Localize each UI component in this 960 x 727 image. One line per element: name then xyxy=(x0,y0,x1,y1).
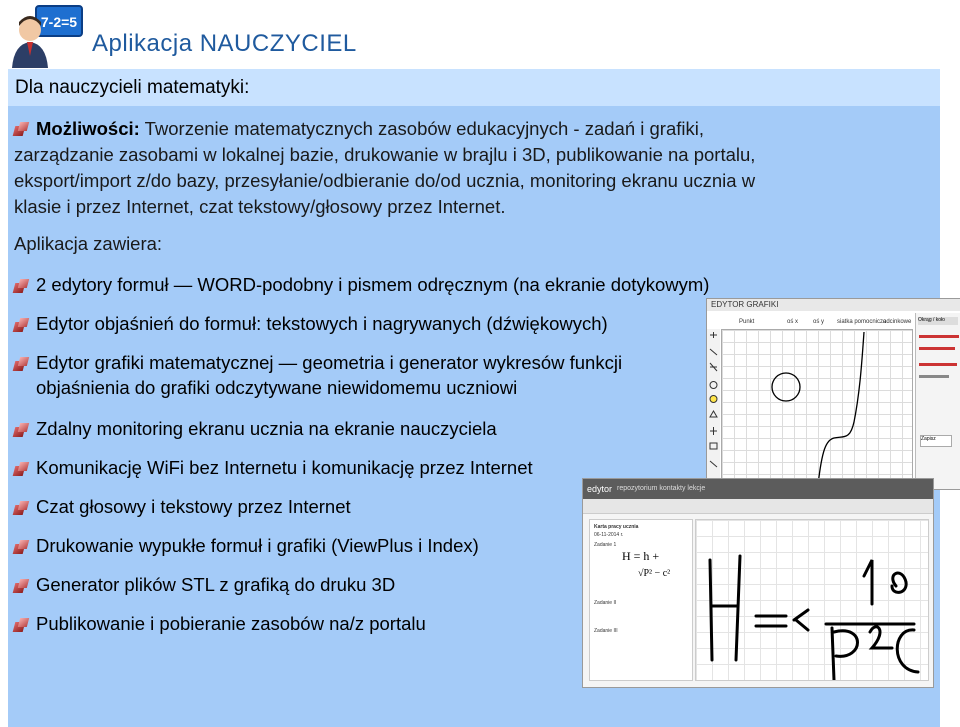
feature-item: Publikowanie i pobieranie zasobów na/z portalu xyxy=(36,613,426,634)
graphics-editor-title: EDYTOR GRAFIKI xyxy=(711,300,779,309)
doc-line: Zadanie III xyxy=(594,628,618,634)
feature-item: Generator plików STL z grafiką do druku 3D xyxy=(36,574,396,595)
graphics-editor-titlebar xyxy=(707,299,960,311)
header-banner xyxy=(8,69,940,106)
doc-line: Zadanie 1 xyxy=(594,542,617,548)
header-text: Dla nauczycieli matematyki: xyxy=(15,77,250,98)
intro-line: Tworzenie matematycznych zasobów edukacyjnych - zadań i grafiki, xyxy=(144,118,704,139)
feature-item: 2 edytory formuł — WORD-podobny i pismem odręcznym (na ekranie dotykowym) xyxy=(36,274,710,295)
feature-item-continuation: objaśnienia do grafiki odczytywane niewidomemu uczniowi xyxy=(36,377,518,398)
doc-line: 06-11-2014 r. xyxy=(594,532,624,538)
bullet-icon xyxy=(14,579,28,593)
intro-paragraph xyxy=(14,116,914,220)
bullet-icon xyxy=(14,357,28,371)
intro-bold: Możliwości: xyxy=(36,118,140,139)
tool-label: siatka pomocnicza xyxy=(837,319,887,325)
graphics-side-panel xyxy=(915,313,960,489)
bullet-icon xyxy=(14,423,28,437)
page-title: Aplikacja NAUCZYCIEL xyxy=(92,30,357,57)
formula-editor-topbar xyxy=(583,479,933,499)
bullet-icon xyxy=(14,540,28,554)
feature-item: Czat głosowy i tekstowy przez Internet xyxy=(36,496,351,517)
intro-line: klasie i przez Internet, czat tekstowy/głosowy przez Internet. xyxy=(14,196,506,217)
bullet-icon xyxy=(14,501,28,515)
feature-item: Edytor grafiki matematycznej — geometria i generator wykresów funkcji xyxy=(36,352,623,373)
side-label: Okrąg / koło xyxy=(918,317,958,325)
feature-item: Drukowanie wypukłe formuł i grafiki (ViewPlus i Index) xyxy=(36,535,479,556)
formula-editor-brand: edytor xyxy=(587,484,613,494)
svg-text:7-2=5: 7-2=5 xyxy=(40,14,78,30)
handwriting-canvas[interactable] xyxy=(695,519,929,681)
bullet-icon xyxy=(14,462,28,476)
teacher-avatar-icon xyxy=(8,4,84,68)
formula-editor-screenshot xyxy=(582,478,934,688)
save-button[interactable]: Zapisz xyxy=(920,435,952,447)
tool-label: odcinkowe xyxy=(883,319,912,325)
doc-line: Zadanie II xyxy=(594,600,617,606)
svg-text:√P² − c²: √P² − c² xyxy=(638,568,671,579)
feature-item: Edytor objaśnień do formuł: tekstowych i nagrywanych (dźwiękowych) xyxy=(36,313,608,334)
formula-editor-nav: repozytorium kontakty lekcje xyxy=(617,485,706,492)
tool-label: oś y xyxy=(813,319,825,325)
graphics-canvas[interactable] xyxy=(721,329,913,486)
graphics-editor-screenshot xyxy=(706,298,960,490)
bullet-icon xyxy=(14,318,28,332)
bullet-icon xyxy=(14,618,28,632)
bullet-icon xyxy=(14,279,28,293)
feature-item: Komunikację WiFi bez Internetu i komunikację przez Internet xyxy=(36,457,533,478)
feature-item: Zdalny monitoring ekranu ucznia na ekranie nauczyciela xyxy=(36,418,497,439)
formula-editor-toolbar xyxy=(583,499,933,514)
worksheet-document xyxy=(589,519,693,681)
svg-text:H = h +: H = h + xyxy=(622,549,660,563)
graphics-left-toolbar xyxy=(707,329,720,484)
doc-line: Karta pracy ucznia xyxy=(594,524,639,530)
tool-label: Punkt xyxy=(739,319,755,325)
intro-line: eksport/import z/do bazy, przesyłanie/odbieranie do/od ucznia, monitoring ekranu ucznia w xyxy=(14,170,756,191)
intro-line: zarządzanie zasobami w lokalnej bazie, drukowanie w brajlu i 3D, publikowanie na portalu, xyxy=(14,144,756,165)
tool-label: oś x xyxy=(787,319,799,325)
contains-label: Aplikacja zawiera: xyxy=(14,233,163,254)
